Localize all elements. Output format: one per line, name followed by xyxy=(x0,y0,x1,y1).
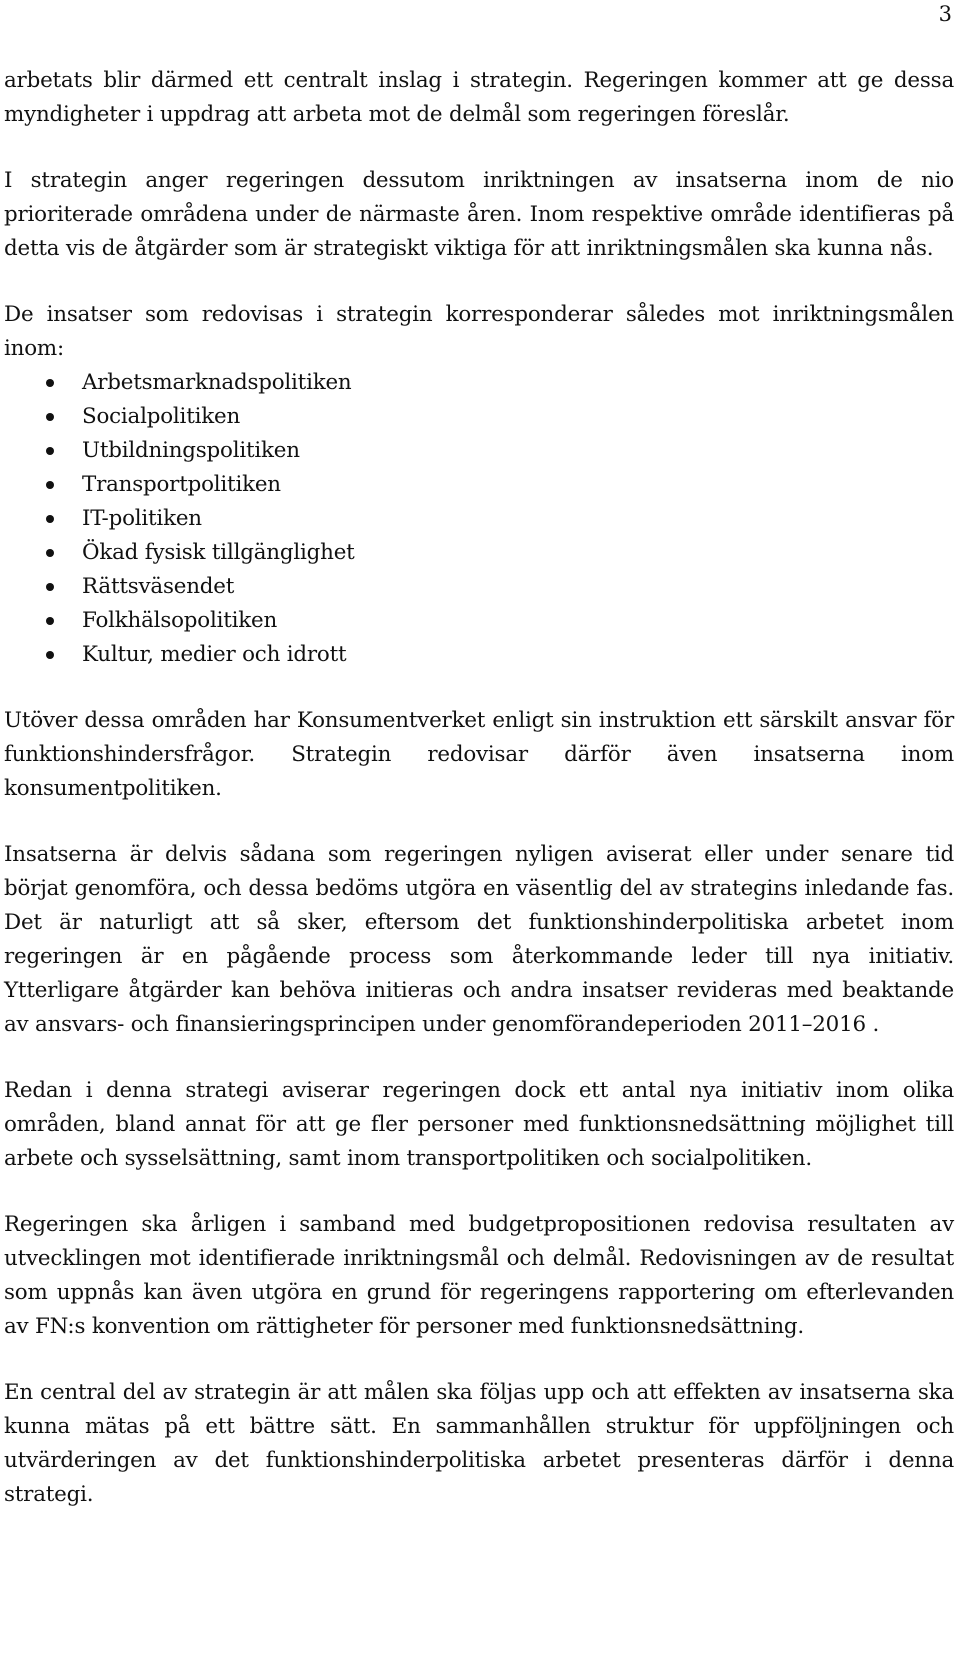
list-item-label: Rättsväsendet xyxy=(82,574,235,599)
bullet-icon xyxy=(46,583,54,591)
list-item-label: Kultur, medier och idrott xyxy=(82,642,347,667)
list-item-label: Socialpolitiken xyxy=(82,404,241,429)
list-item-label: Transportpolitiken xyxy=(82,472,281,497)
list-item xyxy=(4,468,954,502)
paragraph: Insatserna är delvis sådana som regeringen nyligen aviserat eller under senare tid börjat genomföra, och dessa bedöms utgöra en väsentlig del av strategins inledande fas. Det är naturligt att så sker, eftersom det funktionshinderpolitiska arbetet inom regeringen är en pågående process som återkommande leder till nya initiativ. Ytterligare åtgärder kan behöva initieras och andra insatser revideras med beaktande av ansvars- och finansieringsprincipen under genomförandeperioden 2011–2016 . xyxy=(4,842,954,1037)
bullet-icon xyxy=(46,617,54,625)
list-item xyxy=(4,366,954,400)
list-item xyxy=(4,502,954,536)
list-item xyxy=(4,400,954,434)
list-item-label: Folkhälsopolitiken xyxy=(82,608,278,633)
paragraph: Regeringen ska årligen i samband med budgetpropositionen redovisa resultaten av utvecklingen mot identifierade inriktningsmål och delmål. Redovisningen av de resultat som uppnås kan även utgöra en grund för regeringens rapportering om efterlevanden av FN:s konvention om rättigheter för personer med funktionsnedsättning. xyxy=(4,1212,954,1339)
paragraph: Redan i denna strategi aviserar regeringen dock ett antal nya initiativ inom olika områden, bland annat för att ge fler personer med funktionsnedsättning möjlighet till arbete och sysselsättning, samt inom transportpolitiken och socialpolitiken. xyxy=(4,1078,954,1171)
bullet-icon xyxy=(46,549,54,557)
bullet-icon xyxy=(46,413,54,421)
list-item-label: Utbildningspolitiken xyxy=(82,438,300,463)
list-item xyxy=(4,536,954,570)
bullet-icon xyxy=(46,481,54,489)
paragraph: arbetats blir därmed ett centralt inslag i strategin. Regeringen kommer att ge dessa myndigheter i uppdrag att arbeta mot de delmål som regeringen föreslår. xyxy=(4,68,954,127)
list-item xyxy=(4,570,954,604)
list-item-label: Arbetsmarknadspolitiken xyxy=(82,370,352,395)
paragraph: Utöver dessa områden har Konsumentverket enligt sin instruktion ett särskilt ansvar för funktionshindersfrågor. Strategin redovisar därför även insatserna inom konsumentpolitiken. xyxy=(4,708,954,801)
list-item xyxy=(4,638,954,672)
list-item-label: Ökad fysisk tillgänglighet xyxy=(82,540,355,565)
bullet-icon xyxy=(46,447,54,455)
paragraph: I strategin anger regeringen dessutom inriktningen av insatserna inom de nio prioriterade områdena under de närmaste åren. Inom respektive område identifieras på detta vis de åtgärder som är strategiskt viktiga för att inriktningsmålen ska kunna nås. xyxy=(4,168,954,261)
list-item-label: IT-politiken xyxy=(82,506,202,531)
list-item xyxy=(4,604,954,638)
page-body xyxy=(4,64,954,1544)
list-intro-paragraph: De insatser som redovisas i strategin korresponderar således mot inriktningsmålen inom: xyxy=(4,302,954,361)
bullet-icon xyxy=(46,651,54,659)
bullet-icon xyxy=(46,515,54,523)
list-item xyxy=(4,434,954,468)
bullet-icon xyxy=(46,379,54,387)
policy-area-list xyxy=(4,366,954,672)
paragraph: En central del av strategin är att målen ska följas upp och att effekten av insatserna ska kunna mätas på ett bättre sätt. En sammanhållen struktur för uppföljningen och utvärderingen av det funktionshinderpolitiska arbetet presenteras därför i denna strategi. xyxy=(4,1380,954,1507)
page-number: 3 xyxy=(938,2,952,26)
